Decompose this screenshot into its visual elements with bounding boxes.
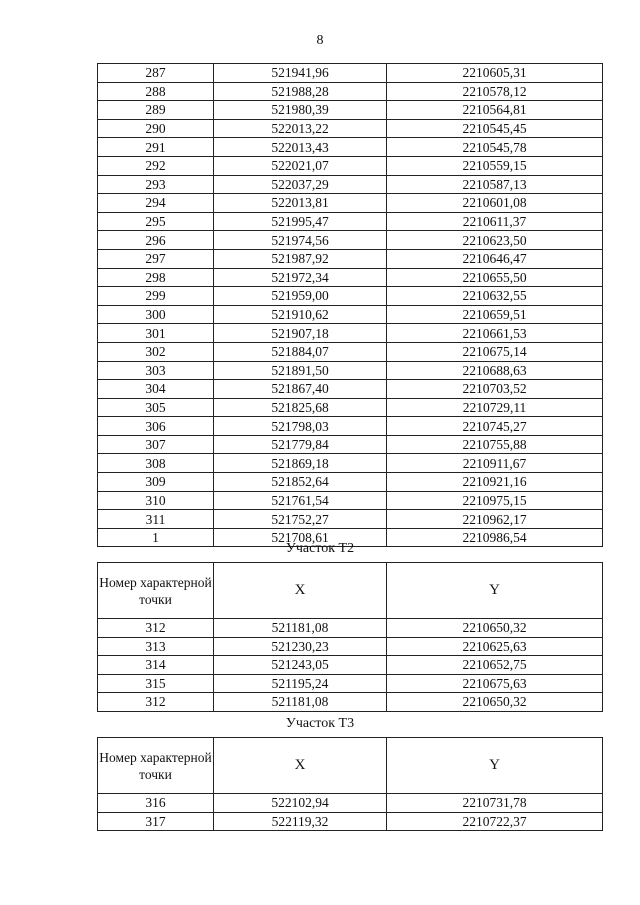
y-coordinate-cell: 2210564,81 xyxy=(387,101,603,120)
point-number-cell: 311 xyxy=(98,510,214,529)
x-coordinate-cell: 522119,32 xyxy=(214,812,387,831)
x-coordinate-cell: 522013,43 xyxy=(214,138,387,157)
y-coordinate-cell: 2210652,75 xyxy=(387,656,603,675)
table-row xyxy=(98,435,603,454)
coordinates-table-body xyxy=(98,64,603,547)
x-coordinate-cell: 521230,23 xyxy=(214,637,387,656)
x-coordinate-cell: 521995,47 xyxy=(214,212,387,231)
y-coordinate-cell: 2210975,15 xyxy=(387,491,603,510)
y-coordinate-cell: 2210921,16 xyxy=(387,473,603,492)
point-number-cell: 292 xyxy=(98,156,214,175)
y-coordinate-cell: 2210986,54 xyxy=(387,528,603,547)
y-coordinate-cell: 2210722,37 xyxy=(387,812,603,831)
page-number: 8 xyxy=(316,33,324,48)
point-number-cell: 312 xyxy=(98,619,214,638)
section-title-t2: Участок Т2 xyxy=(285,541,355,556)
point-number-cell: 316 xyxy=(98,794,214,813)
table-row xyxy=(98,812,603,831)
header-point-number: Номер характерной точки xyxy=(98,738,214,794)
y-coordinate-cell: 2210729,11 xyxy=(387,398,603,417)
coordinates-table-continued xyxy=(97,63,603,547)
point-number-cell: 297 xyxy=(98,249,214,268)
x-coordinate-cell: 522013,81 xyxy=(214,194,387,213)
header-x: X xyxy=(214,563,387,619)
y-coordinate-cell: 2210703,52 xyxy=(387,380,603,399)
point-number-cell: 304 xyxy=(98,380,214,399)
section-title-t3: Участок Т3 xyxy=(285,716,355,731)
y-coordinate-cell: 2210661,53 xyxy=(387,324,603,343)
point-number-cell: 1 xyxy=(98,528,214,547)
coordinates-table-body xyxy=(98,619,603,712)
coordinates-table-t3 xyxy=(97,737,603,831)
table-row xyxy=(98,454,603,473)
y-coordinate-cell: 2210911,67 xyxy=(387,454,603,473)
point-number-cell: 296 xyxy=(98,231,214,250)
point-number-cell: 299 xyxy=(98,287,214,306)
x-coordinate-cell: 522102,94 xyxy=(214,794,387,813)
point-number-cell: 303 xyxy=(98,361,214,380)
table-row xyxy=(98,82,603,101)
x-coordinate-cell: 521798,03 xyxy=(214,417,387,436)
table-row xyxy=(98,212,603,231)
y-coordinate-cell: 2210601,08 xyxy=(387,194,603,213)
point-number-cell: 313 xyxy=(98,637,214,656)
table-row xyxy=(98,380,603,399)
y-coordinate-cell: 2210545,45 xyxy=(387,119,603,138)
x-coordinate-cell: 521779,84 xyxy=(214,435,387,454)
header-y: Y xyxy=(387,563,603,619)
y-coordinate-cell: 2210675,63 xyxy=(387,674,603,693)
x-coordinate-cell: 521907,18 xyxy=(214,324,387,343)
y-coordinate-cell: 2210650,32 xyxy=(387,619,603,638)
table-row xyxy=(98,231,603,250)
point-number-cell: 310 xyxy=(98,491,214,510)
y-coordinate-cell: 2210659,51 xyxy=(387,305,603,324)
table-row xyxy=(98,305,603,324)
point-number-cell: 302 xyxy=(98,342,214,361)
point-number-cell: 287 xyxy=(98,64,214,83)
x-coordinate-cell: 521869,18 xyxy=(214,454,387,473)
y-coordinate-cell: 2210578,12 xyxy=(387,82,603,101)
table-header-row xyxy=(98,563,603,619)
x-coordinate-cell: 521959,00 xyxy=(214,287,387,306)
table-row xyxy=(98,473,603,492)
point-number-cell: 288 xyxy=(98,82,214,101)
point-number-cell: 317 xyxy=(98,812,214,831)
point-number-cell: 305 xyxy=(98,398,214,417)
point-number-cell: 308 xyxy=(98,454,214,473)
table-row xyxy=(98,194,603,213)
point-number-cell: 294 xyxy=(98,194,214,213)
table-row xyxy=(98,674,603,693)
point-number-cell: 291 xyxy=(98,138,214,157)
table-row xyxy=(98,138,603,157)
y-coordinate-cell: 2210731,78 xyxy=(387,794,603,813)
y-coordinate-cell: 2210632,55 xyxy=(387,287,603,306)
table-row xyxy=(98,175,603,194)
point-number-cell: 295 xyxy=(98,212,214,231)
x-coordinate-cell: 521972,34 xyxy=(214,268,387,287)
point-number-cell: 301 xyxy=(98,324,214,343)
y-coordinate-cell: 2210611,37 xyxy=(387,212,603,231)
x-coordinate-cell: 521910,62 xyxy=(214,305,387,324)
y-coordinate-cell: 2210655,50 xyxy=(387,268,603,287)
table-row xyxy=(98,656,603,675)
point-number-cell: 309 xyxy=(98,473,214,492)
y-coordinate-cell: 2210625,63 xyxy=(387,637,603,656)
table-row xyxy=(98,268,603,287)
coordinates-table-t2 xyxy=(97,562,603,712)
x-coordinate-cell: 522013,22 xyxy=(214,119,387,138)
y-coordinate-cell: 2210962,17 xyxy=(387,510,603,529)
table-header-row xyxy=(98,738,603,794)
point-number-cell: 293 xyxy=(98,175,214,194)
table-row xyxy=(98,101,603,120)
table-row xyxy=(98,119,603,138)
coordinates-table-body xyxy=(98,794,603,831)
x-coordinate-cell: 521867,40 xyxy=(214,380,387,399)
x-coordinate-cell: 521987,92 xyxy=(214,249,387,268)
y-coordinate-cell: 2210675,14 xyxy=(387,342,603,361)
x-coordinate-cell: 522037,29 xyxy=(214,175,387,194)
table-row xyxy=(98,693,603,712)
point-number-cell: 290 xyxy=(98,119,214,138)
x-coordinate-cell: 521181,08 xyxy=(214,619,387,638)
table-row xyxy=(98,510,603,529)
y-coordinate-cell: 2210545,78 xyxy=(387,138,603,157)
y-coordinate-cell: 2210650,32 xyxy=(387,693,603,712)
x-coordinate-cell: 521181,08 xyxy=(214,693,387,712)
point-number-cell: 300 xyxy=(98,305,214,324)
x-coordinate-cell: 521708,61 xyxy=(214,528,387,547)
point-number-cell: 306 xyxy=(98,417,214,436)
table-row xyxy=(98,637,603,656)
y-coordinate-cell: 2210755,88 xyxy=(387,435,603,454)
header-x: X xyxy=(214,738,387,794)
point-number-cell: 289 xyxy=(98,101,214,120)
x-coordinate-cell: 521941,96 xyxy=(214,64,387,83)
y-coordinate-cell: 2210623,50 xyxy=(387,231,603,250)
table-row xyxy=(98,249,603,268)
table-row xyxy=(98,287,603,306)
table-row xyxy=(98,794,603,813)
point-number-cell: 298 xyxy=(98,268,214,287)
x-coordinate-cell: 521884,07 xyxy=(214,342,387,361)
point-number-cell: 314 xyxy=(98,656,214,675)
y-coordinate-cell: 2210688,63 xyxy=(387,361,603,380)
y-coordinate-cell: 2210646,47 xyxy=(387,249,603,268)
x-coordinate-cell: 521761,54 xyxy=(214,491,387,510)
point-number-cell: 312 xyxy=(98,693,214,712)
table-row xyxy=(98,64,603,83)
table-row xyxy=(98,324,603,343)
x-coordinate-cell: 521195,24 xyxy=(214,674,387,693)
table-row xyxy=(98,156,603,175)
y-coordinate-cell: 2210745,27 xyxy=(387,417,603,436)
table-row xyxy=(98,361,603,380)
x-coordinate-cell: 521852,64 xyxy=(214,473,387,492)
header-y: Y xyxy=(387,738,603,794)
x-coordinate-cell: 521974,56 xyxy=(214,231,387,250)
table-row xyxy=(98,398,603,417)
table-row xyxy=(98,417,603,436)
y-coordinate-cell: 2210587,13 xyxy=(387,175,603,194)
table-row xyxy=(98,491,603,510)
table-row xyxy=(98,342,603,361)
table-row xyxy=(98,619,603,638)
point-number-cell: 315 xyxy=(98,674,214,693)
x-coordinate-cell: 521752,27 xyxy=(214,510,387,529)
point-number-cell: 307 xyxy=(98,435,214,454)
x-coordinate-cell: 522021,07 xyxy=(214,156,387,175)
y-coordinate-cell: 2210559,15 xyxy=(387,156,603,175)
x-coordinate-cell: 521988,28 xyxy=(214,82,387,101)
y-coordinate-cell: 2210605,31 xyxy=(387,64,603,83)
header-point-number: Номер характерной точки xyxy=(98,563,214,619)
x-coordinate-cell: 521980,39 xyxy=(214,101,387,120)
x-coordinate-cell: 521243,05 xyxy=(214,656,387,675)
x-coordinate-cell: 521825,68 xyxy=(214,398,387,417)
x-coordinate-cell: 521891,50 xyxy=(214,361,387,380)
